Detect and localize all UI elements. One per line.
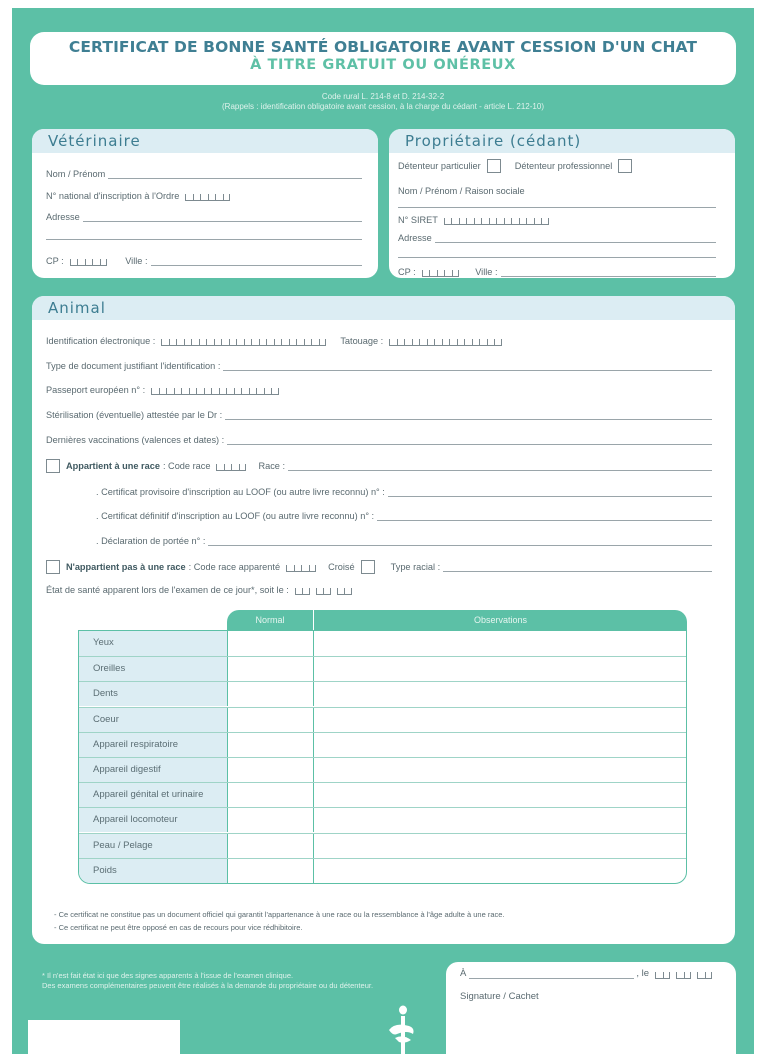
date-label: , le — [636, 968, 649, 979]
tatouage-label: Tatouage : — [340, 336, 384, 346]
cert-provisoire-field[interactable] — [388, 489, 712, 497]
detenteur-row — [398, 159, 638, 173]
col-header-observations: Observations — [313, 610, 687, 630]
asterisk-note — [42, 971, 373, 991]
non-race-checkbox[interactable] — [46, 560, 60, 574]
croise-checkbox[interactable] — [361, 560, 375, 574]
race-checkbox[interactable] — [46, 459, 60, 473]
vet-name-label: Nom / Prénom — [46, 169, 106, 179]
row-label: Peau / Pelage — [79, 834, 228, 858]
observations-cell[interactable] — [314, 834, 687, 858]
passeport-row — [46, 385, 279, 395]
non-race-label: N'appartient pas à une race — [66, 562, 186, 572]
animal-heading: Animal — [32, 296, 735, 320]
sign-month-boxes[interactable] — [676, 970, 691, 979]
place-label: À — [460, 968, 467, 979]
disclaimer-note-1: - Ce certificat ne constitue pas un document officiel qui garantit l'appartenance à une race ou la ressemblance à l'âge adulte à une race. — [54, 910, 505, 919]
type-doc-field[interactable] — [223, 363, 712, 371]
cert-definitif-row — [96, 511, 712, 521]
signature-card — [446, 962, 736, 1056]
signature-label: Signature / Cachet — [460, 991, 539, 1002]
row-label: Oreilles — [79, 657, 228, 681]
sterilisation-label: Stérilisation (éventuelle) attestée par le Dr : — [46, 410, 223, 420]
vaccinations-field[interactable] — [227, 437, 712, 445]
owner-address-field-2[interactable] — [398, 250, 716, 258]
normal-cell[interactable] — [228, 631, 314, 656]
vet-address-label: Adresse — [46, 212, 80, 222]
normal-cell[interactable] — [228, 758, 314, 782]
declaration-label: . Déclaration de portée n° : — [96, 536, 206, 546]
croise-label: Croisé — [328, 562, 355, 572]
vet-name-row — [46, 169, 362, 179]
observations-cell[interactable] — [314, 682, 687, 706]
page-title: CERTIFICAT DE BONNE SANTÉ OBLIGATOIRE AVANT CESSION D'UN CHAT — [68, 38, 698, 56]
normal-cell[interactable] — [228, 834, 314, 858]
vet-address-row — [46, 212, 362, 222]
sign-year-boxes[interactable] — [697, 970, 712, 979]
observations-cell[interactable] — [314, 631, 687, 656]
passeport-boxes[interactable] — [151, 386, 279, 395]
race-name-label: Race : — [258, 461, 286, 471]
etat-sante-label: État de santé apparent lors de l'examen de ce jour*, soit le : — [46, 585, 289, 595]
row-label: Dents — [79, 682, 228, 706]
owner-cp-label: CP : — [398, 267, 416, 277]
table-row — [79, 782, 687, 807]
health-table — [78, 610, 686, 886]
table-row — [79, 807, 687, 832]
owner-address-field[interactable] — [435, 235, 716, 243]
date-month-boxes[interactable] — [316, 586, 331, 595]
non-race-row — [46, 560, 712, 574]
race-row — [46, 459, 712, 473]
asterisk-note-line-1: * Il n'est fait état ici que des signes apparents à l'issue de l'examen clinique. — [42, 971, 294, 980]
vet-ordre-label: N° national d'inscription à l'Ordre — [46, 191, 180, 201]
table-row — [79, 757, 687, 782]
normal-cell[interactable] — [228, 733, 314, 757]
proprietaire-heading: Propriétaire (cédant) — [389, 129, 735, 153]
page-subtitle: À TITRE GRATUIT OU ONÉREUX — [250, 57, 516, 73]
particulier-checkbox[interactable] — [487, 159, 501, 173]
vet-address-field-2[interactable] — [46, 232, 362, 240]
owner-cp-row — [398, 267, 716, 277]
identification-boxes[interactable] — [161, 337, 326, 346]
code-race-apparente-boxes[interactable] — [286, 563, 316, 572]
vet-name-field[interactable] — [108, 171, 362, 179]
vet-ville-field[interactable] — [151, 258, 362, 266]
vet-cp-row — [46, 256, 362, 266]
row-label: Appareil digestif — [79, 758, 228, 782]
code-race-label: : Code race — [162, 461, 211, 471]
owner-ville-field[interactable] — [501, 269, 716, 277]
asterisk-note-line-2: Des examens complémentaires peuvent être réalisés à la demande du propriétaire ou du détenteur. — [42, 981, 374, 990]
table-row — [79, 656, 687, 681]
normal-cell[interactable] — [228, 808, 314, 832]
proprietaire-card — [389, 129, 735, 278]
cert-definitif-field[interactable] — [377, 513, 712, 521]
veterinaire-heading: Vétérinaire — [32, 129, 378, 153]
row-label: Yeux — [79, 631, 228, 656]
table-row — [79, 707, 687, 732]
veterinary-logo — [385, 1004, 421, 1056]
sterilisation-row — [46, 410, 712, 420]
observations-cell[interactable] — [314, 859, 687, 883]
table-row — [79, 732, 687, 757]
observations-cell[interactable] — [314, 783, 687, 807]
observations-cell[interactable] — [314, 708, 687, 732]
type-doc-row — [46, 361, 712, 371]
race-label: Appartient à une race — [66, 461, 160, 471]
disclaimer-note-2: - Ce certificat ne peut être opposé en cas de recours pour vice rédhibitoire. — [54, 923, 303, 932]
owner-address-row-2 — [398, 250, 716, 258]
vaccinations-label: Dernières vaccinations (valences et dates) : — [46, 435, 225, 445]
owner-address-row — [398, 233, 716, 243]
vet-ordre-boxes[interactable] — [185, 192, 230, 201]
legal-references — [12, 92, 754, 112]
cert-provisoire-row — [96, 487, 712, 497]
observations-cell[interactable] — [314, 808, 687, 832]
code-race-apparente-label: : Code race apparenté — [188, 562, 281, 572]
declaration-row — [96, 536, 712, 546]
table-row — [79, 681, 687, 706]
tatouage-boxes[interactable] — [389, 337, 502, 346]
professionnel-checkbox[interactable] — [618, 159, 632, 173]
form-sheet — [12, 8, 754, 1054]
header-title-box — [30, 32, 736, 85]
owner-name-field[interactable] — [398, 196, 716, 208]
vet-cp-label: CP : — [46, 256, 64, 266]
observations-cell[interactable] — [314, 657, 687, 681]
siret-row — [398, 215, 549, 225]
date-year-boxes[interactable] — [337, 586, 352, 595]
code-rural-line: Code rural L. 214-8 et D. 214-32-2 — [321, 92, 445, 101]
normal-cell[interactable] — [228, 708, 314, 732]
type-doc-label: Type de document justifiant l'identification : — [46, 361, 221, 371]
owner-address-label: Adresse — [398, 233, 432, 243]
race-name-field[interactable] — [288, 461, 712, 471]
row-label: Poids — [79, 859, 228, 883]
normal-cell[interactable] — [228, 783, 314, 807]
row-label: Coeur — [79, 708, 228, 732]
vet-address-field[interactable] — [83, 214, 362, 222]
identification-label: Identification électronique : — [46, 336, 156, 346]
identification-row — [46, 336, 502, 346]
vet-ville-label: Ville : — [125, 256, 148, 266]
place-field[interactable] — [469, 971, 634, 979]
blank-stamp-area — [28, 1020, 180, 1056]
vet-cp-boxes[interactable] — [70, 257, 108, 266]
passeport-label: Passeport européen n° : — [46, 385, 146, 395]
normal-cell[interactable] — [228, 682, 314, 706]
cert-definitif-label: . Certificat définitif d'inscription au LOOF (ou autre livre reconnu) n° : — [96, 511, 375, 521]
normal-cell[interactable] — [228, 859, 314, 883]
owner-name-label: Nom / Prénom / Raison sociale — [398, 186, 525, 196]
siret-label: N° SIRET — [398, 215, 438, 225]
table-row — [79, 631, 687, 656]
col-header-normal: Normal — [227, 610, 313, 630]
disclaimer-block — [54, 908, 505, 934]
reminder-line: (Rappels : identification obligatoire avant cession, à la charge du cédant - article L. 212-10) — [222, 102, 544, 111]
date-day-boxes[interactable] — [295, 586, 310, 595]
owner-name-row — [398, 186, 716, 208]
owner-cp-boxes[interactable] — [422, 268, 460, 277]
observations-cell[interactable] — [314, 733, 687, 757]
declaration-field[interactable] — [208, 538, 712, 546]
normal-cell[interactable] — [228, 657, 314, 681]
owner-ville-label: Ville : — [475, 267, 498, 277]
sign-day-boxes[interactable] — [655, 970, 670, 979]
row-label: Appareil locomoteur — [79, 808, 228, 832]
health-table-body — [78, 630, 687, 884]
table-row — [79, 833, 687, 858]
vaccinations-row — [46, 435, 712, 445]
row-label: Appareil respiratoire — [79, 733, 228, 757]
cert-provisoire-label: . Certificat provisoire d'inscription au LOOF (ou autre livre reconnu) n° : — [96, 487, 385, 497]
table-row — [79, 858, 687, 883]
sterilisation-field[interactable] — [225, 412, 712, 420]
vet-ordre-row — [46, 191, 230, 201]
vet-address-row-2 — [46, 232, 362, 240]
particulier-label: Détenteur particulier — [398, 161, 481, 171]
row-label: Appareil génital et urinaire — [79, 783, 228, 807]
type-racial-label: Type racial : — [390, 562, 441, 572]
etat-sante-row — [46, 585, 352, 595]
veterinaire-card — [32, 129, 378, 278]
code-race-boxes[interactable] — [216, 462, 246, 471]
observations-cell[interactable] — [314, 758, 687, 782]
professionnel-label: Détenteur professionnel — [514, 161, 613, 171]
place-date-row — [460, 968, 712, 979]
type-racial-field[interactable] — [443, 562, 712, 572]
siret-boxes[interactable] — [444, 216, 549, 225]
